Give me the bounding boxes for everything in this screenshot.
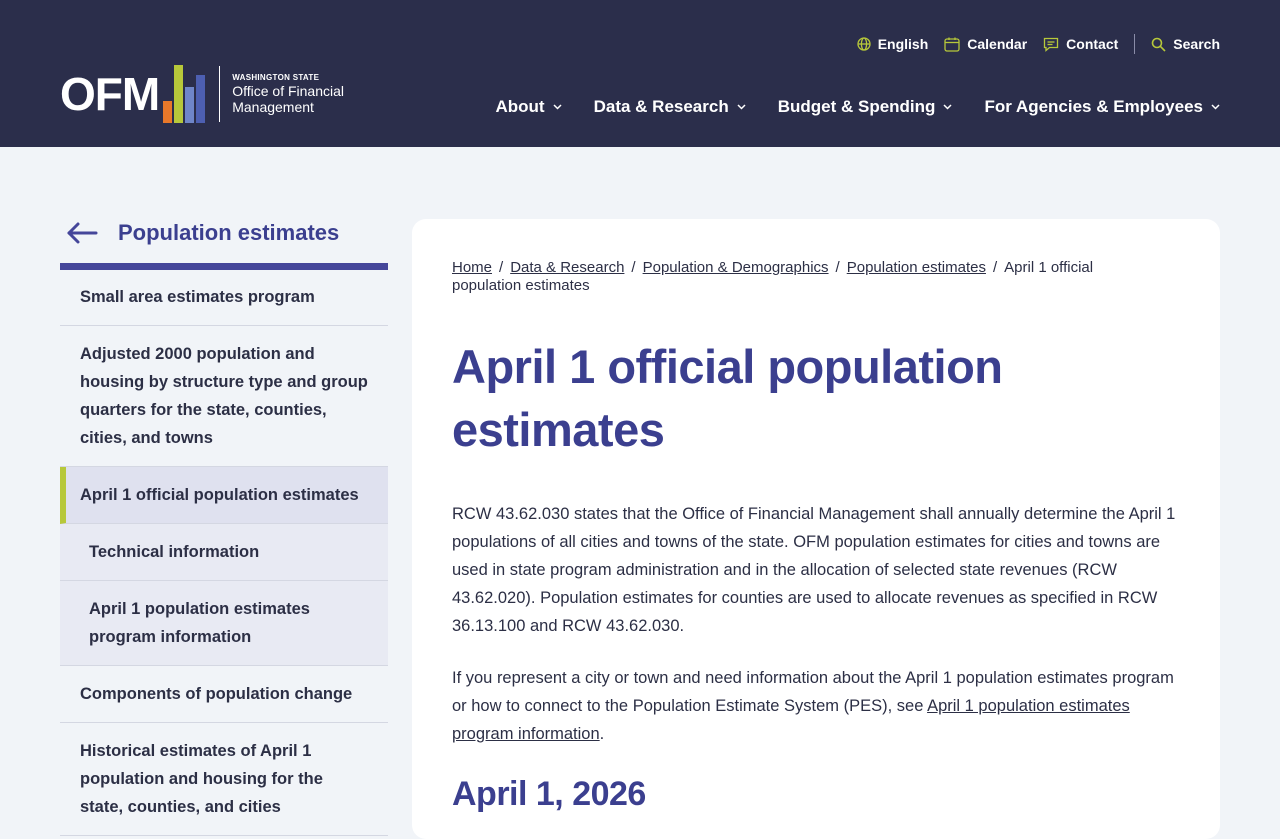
language-link[interactable] <box>857 36 929 52</box>
breadcrumb-separator: / <box>992 259 998 276</box>
language-label: English <box>877 36 929 52</box>
breadcrumb-separator: / <box>499 259 504 276</box>
page-title: April 1 official population estimates <box>452 340 1003 456</box>
sidebar-title: Population estimates <box>118 220 340 245</box>
nav-budget-spending-label: Budget & Spending <box>777 97 936 116</box>
site-header <box>0 0 1280 147</box>
sidebar-item-technical-information[interactable]: Technical information <box>60 524 388 581</box>
globe-icon <box>857 37 871 51</box>
logo-name-line2: Management <box>232 99 314 115</box>
calendar-label: Calendar <box>967 36 1028 52</box>
breadcrumb <box>452 259 1132 295</box>
sidebar-item-program-information[interactable]: April 1 population estimates program information <box>60 581 388 666</box>
chevron-down-icon <box>737 104 746 110</box>
chat-icon <box>1043 37 1059 52</box>
logo-name-line1: Office of Financial <box>232 83 344 99</box>
logo-divider <box>219 66 220 122</box>
search-link[interactable] <box>1151 36 1220 52</box>
sidebar-item-historical-estimates[interactable]: Historical estimates of April 1 population and housing for the state, counties, and cities <box>60 723 388 836</box>
nav-agencies-employees-label: For Agencies & Employees <box>984 97 1203 116</box>
logo-state: WASHINGTON STATE <box>232 73 320 82</box>
sidebar-list <box>60 270 388 836</box>
content-card <box>412 219 1220 839</box>
breadcrumb-data-research[interactable]: Data & Research <box>510 259 625 276</box>
chevron-down-icon <box>1211 104 1220 110</box>
sidebar-item-components-change[interactable]: Components of population change <box>60 666 388 723</box>
utility-nav <box>841 33 1220 55</box>
search-label: Search <box>1173 36 1220 52</box>
sidebar-back-link[interactable] <box>60 215 388 251</box>
nav-data-research-label: Data & Research <box>593 97 729 116</box>
breadcrumb-home[interactable]: Home <box>452 259 493 276</box>
breadcrumb-population-estimates[interactable]: Population estimates <box>846 259 986 276</box>
main-nav <box>464 97 1221 117</box>
breadcrumb-separator: / <box>835 259 840 276</box>
logo-text <box>232 73 344 115</box>
nav-budget-spending[interactable] <box>778 97 953 117</box>
sidebar-item-small-area-estimates[interactable]: Small area estimates program <box>60 270 388 326</box>
breadcrumb-population-demographics[interactable]: Population & Demographics <box>642 259 829 276</box>
chevron-down-icon <box>553 104 562 110</box>
nav-agencies-employees[interactable] <box>984 97 1220 117</box>
sidebar-item-adjusted-2000[interactable]: Adjusted 2000 population and housing by structure type and group quarters for the state, counties, cities, and towns <box>60 326 388 467</box>
pes-paragraph <box>452 664 1182 748</box>
calendar-link[interactable] <box>944 36 1027 52</box>
logo-bars-graphic <box>163 65 207 123</box>
contact-label: Contact <box>1066 36 1119 52</box>
pes-paragraph-end: . <box>599 725 605 743</box>
sidebar-rule <box>60 263 388 270</box>
section-sidebar <box>60 215 388 836</box>
nav-data-research[interactable] <box>594 97 746 117</box>
nav-about[interactable] <box>496 97 562 117</box>
breadcrumb-current: April 1 official population estimates <box>452 259 1094 294</box>
pes-paragraph-text: If you represent a city or town and need information about the April 1 population estimates program or how to connect to the Population Estimate System (PES), see <box>452 669 1174 715</box>
utility-divider <box>1134 34 1135 54</box>
chevron-down-icon <box>943 104 952 110</box>
search-icon <box>1151 37 1166 52</box>
sidebar-item-april-1-official[interactable]: April 1 official population estimates <box>60 467 388 524</box>
program-information-link[interactable]: April 1 population estimates program information <box>452 697 1130 743</box>
ofm-logo[interactable] <box>60 64 344 124</box>
intro-paragraph: RCW 43.62.030 states that the Office of Financial Management shall annually determine the April 1 populations of all cities and towns of the state. OFM population estimates for cities and towns are used in state program administration and in the allocation of selected state revenues (RCW 43.62.020). Population estimates for counties are used to allocate revenues as specified in RCW 36.13.100 and RCW 43.62.030. <box>452 505 1176 635</box>
logo-wordmark: OFM <box>60 68 160 120</box>
section-title-april-2026: April 1, 2026 <box>452 775 646 813</box>
back-arrow-icon <box>66 221 98 245</box>
calendar-icon <box>944 37 960 52</box>
contact-link[interactable] <box>1043 36 1118 52</box>
breadcrumb-separator: / <box>631 259 636 276</box>
nav-about-label: About <box>495 97 545 116</box>
